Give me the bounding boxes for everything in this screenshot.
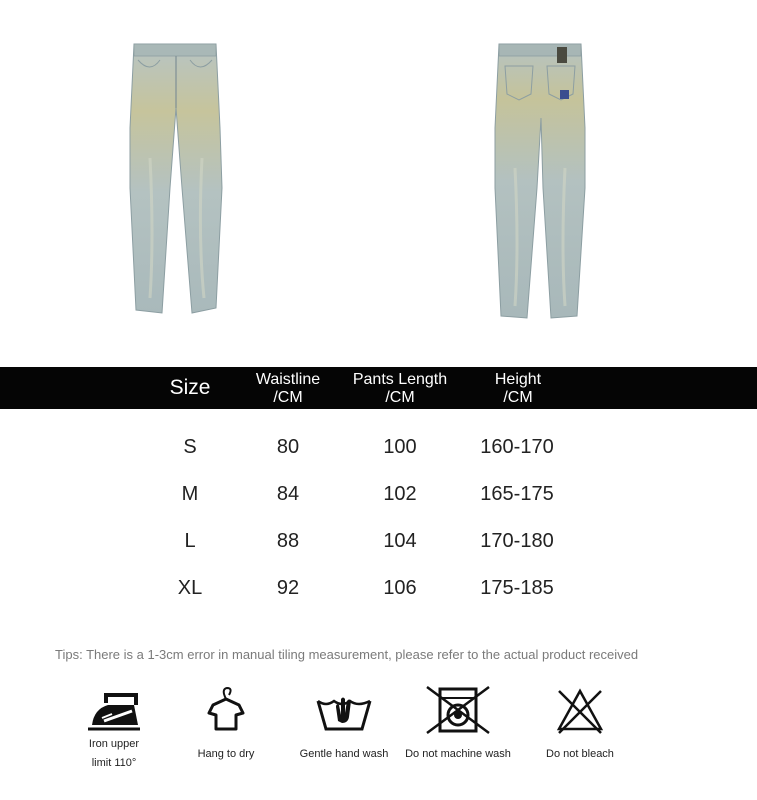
header-waistline-label: Waistline (255, 371, 321, 388)
cell-height: 160-170 (480, 436, 554, 458)
header-pants-length (338, 371, 462, 407)
hand-wash-icon (314, 685, 374, 735)
care-no-bleach (538, 685, 622, 764)
cell-size: XL (177, 577, 203, 599)
table-row (0, 479, 757, 509)
cell-height: 165-175 (480, 483, 554, 505)
header-waistline (238, 371, 338, 407)
iron-label-line2: limit 110° (91, 757, 137, 769)
jeans-back-photo (485, 38, 595, 323)
header-height (468, 371, 568, 407)
cell-size: L (184, 530, 196, 552)
cell-waistline: 80 (276, 436, 300, 458)
hanger-shirt-icon (201, 685, 251, 735)
size-table-header (0, 367, 757, 409)
care-hand-wash (292, 685, 396, 764)
table-row (0, 526, 757, 556)
care-iron (78, 685, 150, 773)
care-hang-dry (186, 685, 266, 764)
header-waistline-unit: /CM (273, 389, 303, 406)
cell-pants-length: 100 (383, 436, 417, 458)
no-bleach-icon (553, 685, 607, 735)
cell-size: S (183, 436, 197, 458)
no-machine-label: Do not machine wash (405, 748, 511, 760)
iron-label-line1: Iron upper (88, 738, 140, 750)
cell-pants-length: 104 (383, 530, 417, 552)
iron-icon (84, 685, 144, 735)
header-size: Size (169, 376, 211, 399)
hand-wash-label: Gentle hand wash (299, 748, 389, 760)
jeans-front-photo (120, 38, 230, 323)
table-row (0, 432, 757, 462)
header-pants-length-label: Pants Length (352, 371, 448, 388)
cell-waistline: 88 (276, 530, 300, 552)
header-height-label: Height (494, 371, 542, 388)
cell-height: 175-185 (480, 577, 554, 599)
hang-label: Hang to dry (197, 748, 255, 760)
cell-height: 170-180 (480, 530, 554, 552)
cell-pants-length: 102 (383, 483, 417, 505)
no-washing-machine-icon (423, 685, 493, 735)
cell-waistline: 84 (276, 483, 300, 505)
header-pants-length-unit: /CM (385, 389, 415, 406)
cell-size: M (181, 483, 199, 505)
header-height-unit: /CM (503, 389, 533, 406)
cell-pants-length: 106 (383, 577, 417, 599)
table-row (0, 573, 757, 603)
cell-waistline: 92 (276, 577, 300, 599)
care-no-machine-wash (398, 685, 518, 764)
measurement-tips: Tips: There is a 1-3cm error in manual tiling measurement, please refer to the actual product received (55, 647, 639, 662)
no-bleach-label: Do not bleach (546, 748, 614, 760)
